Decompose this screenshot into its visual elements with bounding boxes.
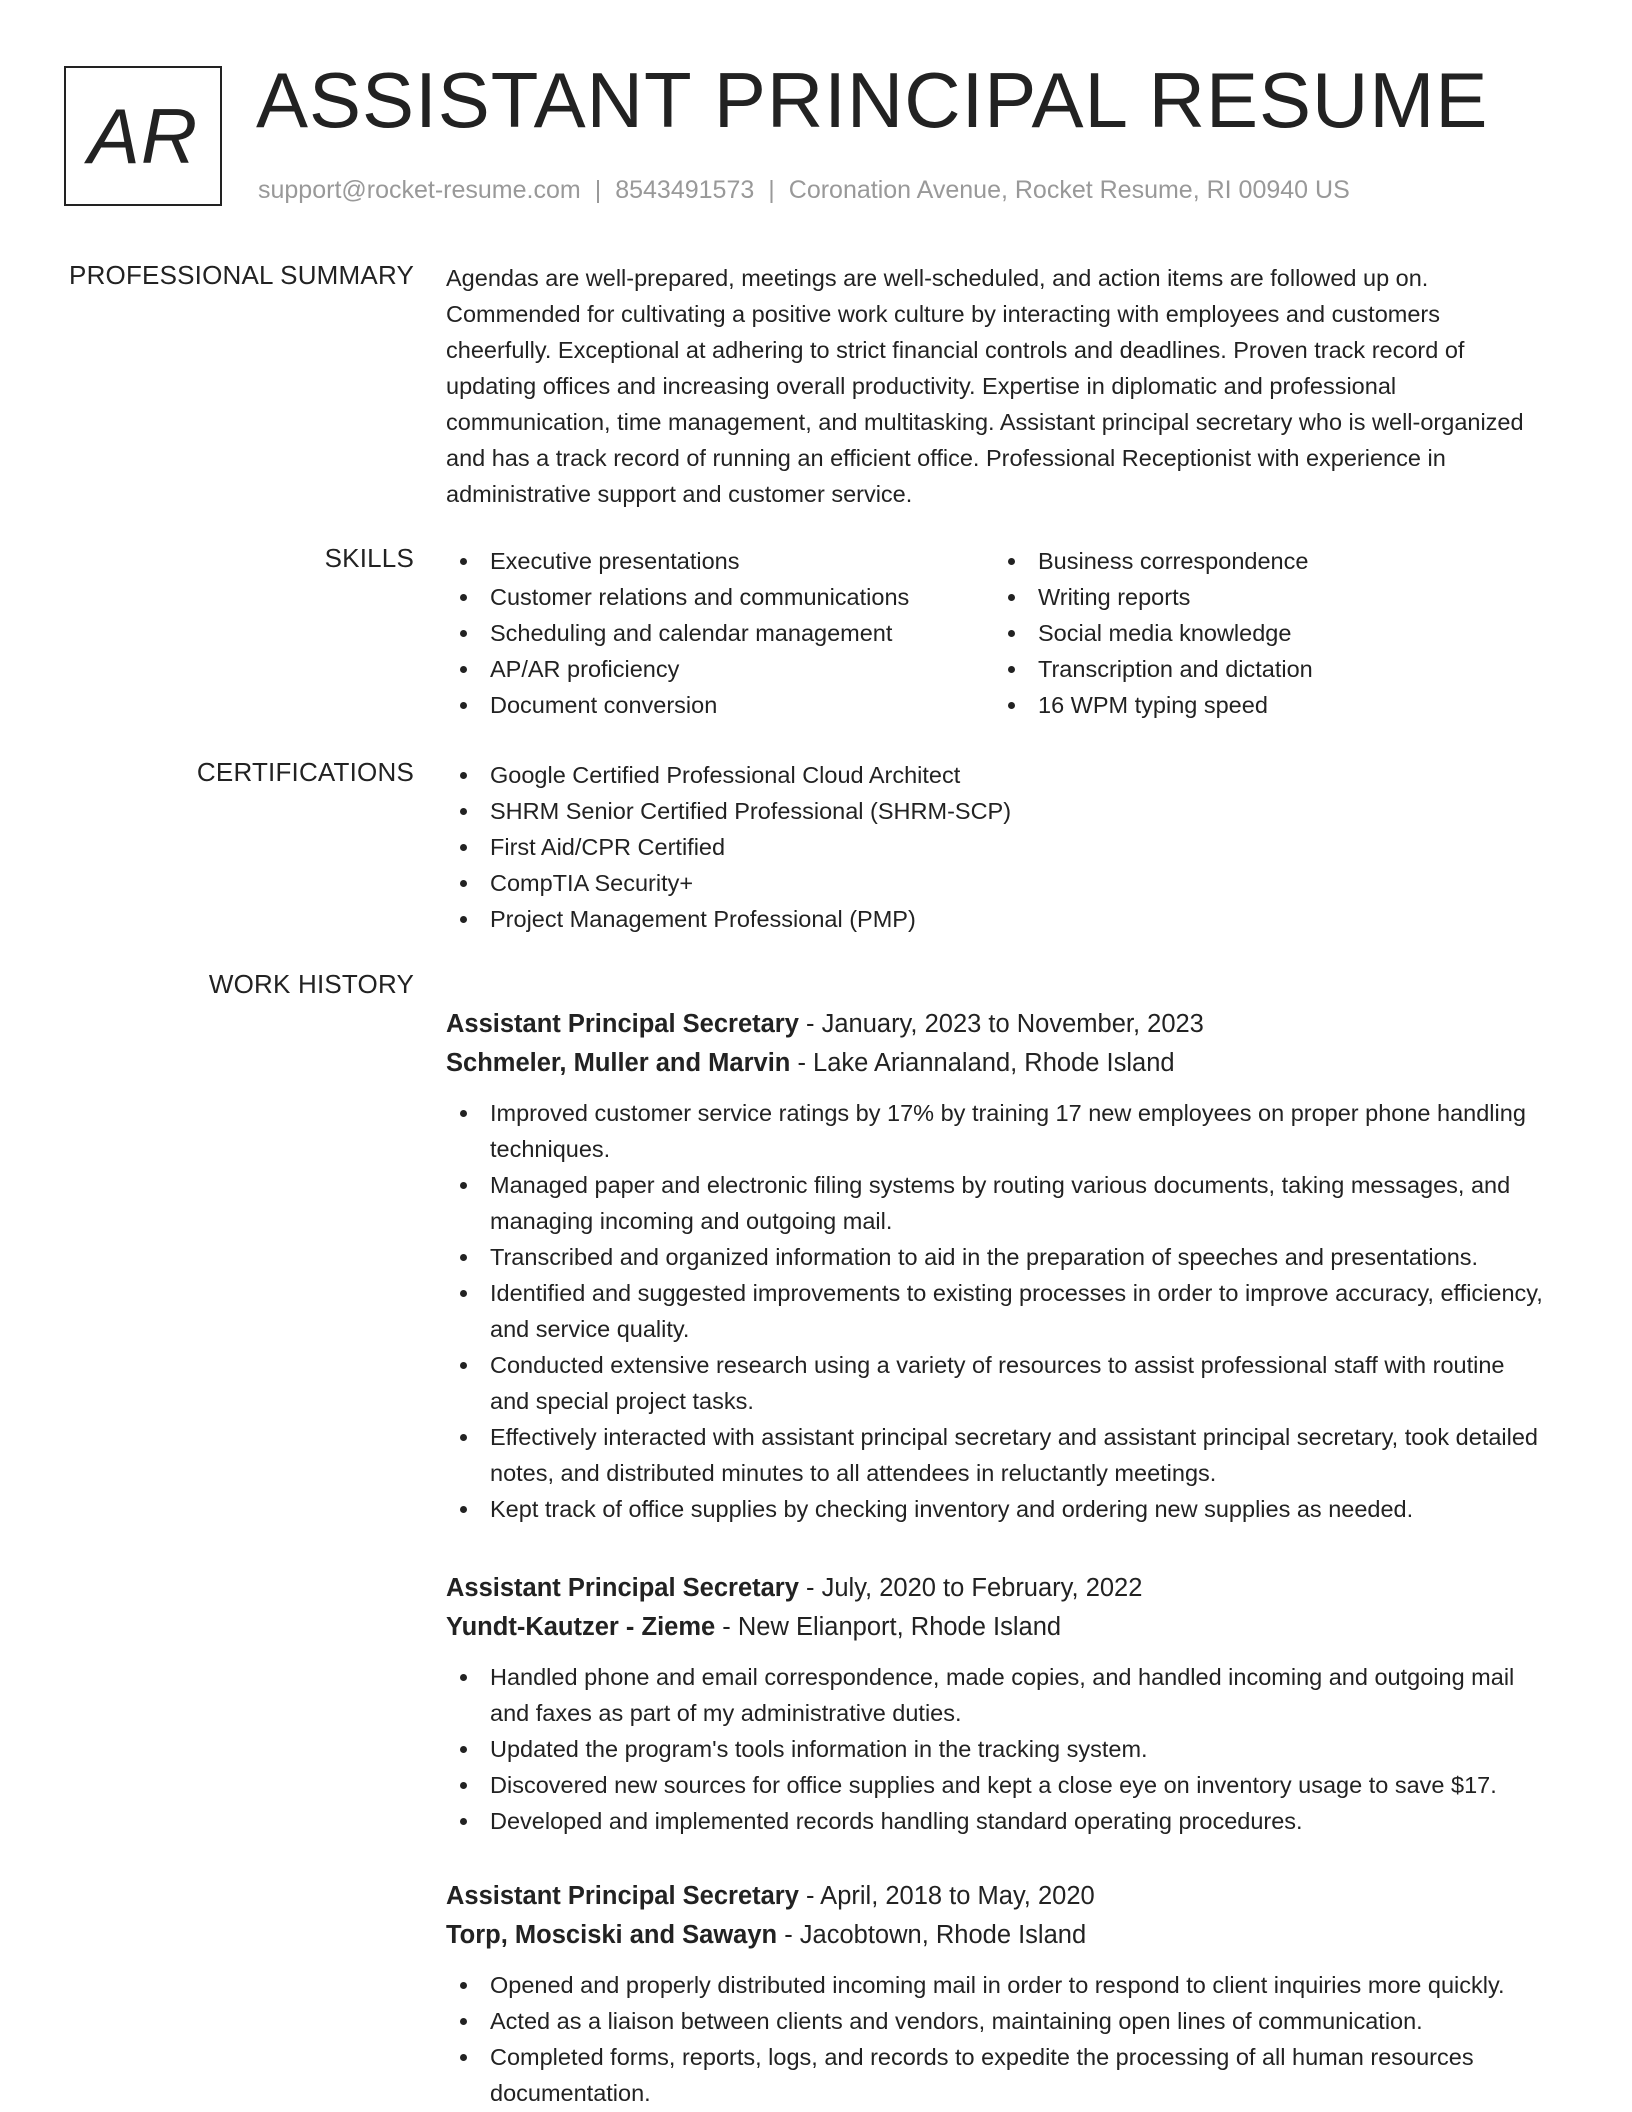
skills-list-right xyxy=(994,543,1542,723)
list-item: Project Management Professional (PMP) xyxy=(446,901,1546,937)
job-company-line xyxy=(446,1608,1546,1647)
job-location: - New Elianport, Rhode Island xyxy=(722,1613,1062,1641)
job-entry xyxy=(446,1005,1546,1527)
contact-separator: | xyxy=(594,176,602,204)
resume-title: ASSISTANT PRINCIPAL RESUME xyxy=(256,56,1489,144)
job-bullet: Identified and suggested improvements to existing processes in order to improve accuracy, efficiency, and service quality. xyxy=(446,1275,1546,1347)
job-dates: - July, 2020 to February, 2022 xyxy=(806,1574,1143,1602)
job-title: Assistant Principal Secretary xyxy=(446,1574,799,1602)
work-history-body xyxy=(446,965,1546,2111)
job-company-line xyxy=(446,1044,1546,1083)
job-bullet: Discovered new sources for office supplies and kept a close eye on inventory usage to save $17. xyxy=(446,1767,1546,1803)
list-item: SHRM Senior Certified Professional (SHRM-SCP) xyxy=(446,793,1546,829)
job-title-line xyxy=(446,1569,1546,1608)
job-location: - Jacobtown, Rhode Island xyxy=(784,1921,1087,1949)
skills-body xyxy=(446,543,1546,723)
skills-grid xyxy=(446,543,1546,723)
list-item: Social media knowledge xyxy=(994,615,1542,651)
contact-phone[interactable]: 8543491573 xyxy=(615,176,755,204)
job-bullets xyxy=(446,1967,1546,2111)
work-history-label: WORK HISTORY xyxy=(208,969,414,999)
job-bullet: Transcribed and organized information to aid in the preparation of speeches and presentations. xyxy=(446,1239,1546,1275)
job-bullet: Kept track of office supplies by checking inventory and ordering new supplies as needed. xyxy=(446,1491,1546,1527)
job-company: Yundt-Kautzer - Zieme xyxy=(446,1613,716,1641)
list-item: Scheduling and calendar management xyxy=(446,615,994,651)
monogram-badge xyxy=(64,66,222,206)
certifications-body xyxy=(446,757,1546,937)
list-item: CompTIA Security+ xyxy=(446,865,1546,901)
job-title-line xyxy=(446,1877,1546,1916)
list-item: Business correspondence xyxy=(994,543,1542,579)
summary-body xyxy=(446,260,1546,512)
job-bullet: Handled phone and email correspondence, made copies, and handled incoming and outgoing mail and faxes as part of my administrative duties. xyxy=(446,1659,1546,1731)
skills-label: SKILLS xyxy=(324,543,414,573)
job-title: Assistant Principal Secretary xyxy=(446,1882,799,1910)
job-bullet: Improved customer service ratings by 17% by training 17 new employees on proper phone handling techniques. xyxy=(446,1095,1546,1167)
list-item: 16 WPM typing speed xyxy=(994,687,1542,723)
job-dates: - April, 2018 to May, 2020 xyxy=(806,1882,1095,1910)
monogram-initials: AR xyxy=(87,91,199,180)
job-company-line xyxy=(446,1916,1546,1955)
list-item: Writing reports xyxy=(994,579,1542,615)
job-entry xyxy=(446,1569,1546,1839)
skills-column-left xyxy=(446,543,994,723)
job-company: Torp, Mosciski and Sawayn xyxy=(446,1921,778,1949)
job-bullets xyxy=(446,1659,1546,1839)
job-bullet: Effectively interacted with assistant principal secretary and assistant principal secretary, took detailed notes, and distributed minutes to all attendees in reluctantly meetings. xyxy=(446,1419,1546,1491)
summary-text: Agendas are well-prepared, meetings are well-scheduled, and action items are followed up on. Commended for cultivating a positive work culture by interacting with employees and customers cheerfully. Exceptional at adhering to strict financial controls and deadlines. Proven track record of updating offices and increasing overall productivity. Expertise in diplomatic and professional communication, time management, and multitasking. Assistant principal secretary who is well-organized and has a track record of running an efficient office. Professional Receptionist with experience in administrative support and customer service. xyxy=(446,265,1524,507)
job-title: Assistant Principal Secretary xyxy=(446,1010,799,1038)
skills-list-left xyxy=(446,543,994,723)
list-item: Transcription and dictation xyxy=(994,651,1542,687)
job-bullet: Completed forms, reports, logs, and records to expedite the processing of all human resources documentation. xyxy=(446,2039,1546,2111)
list-item: First Aid/CPR Certified xyxy=(446,829,1546,865)
job-title-line xyxy=(446,1005,1546,1044)
certifications-list xyxy=(446,757,1546,937)
summary-label: PROFESSIONAL SUMMARY xyxy=(69,260,414,290)
contact-separator: | xyxy=(768,176,775,204)
job-bullet: Developed and implemented records handling standard operating procedures. xyxy=(446,1803,1546,1839)
certifications-label: CERTIFICATIONS xyxy=(196,757,414,787)
job-bullet: Acted as a liaison between clients and vendors, maintaining open lines of communication. xyxy=(446,2003,1546,2039)
job-company: Schmeler, Muller and Marvin xyxy=(446,1049,791,1077)
list-item: Executive presentations xyxy=(446,543,994,579)
job-bullet: Opened and properly distributed incoming mail in order to respond to client inquiries more quickly. xyxy=(446,1967,1546,2003)
job-dates: - January, 2023 to November, 2023 xyxy=(806,1010,1204,1038)
contact-line xyxy=(258,176,1350,205)
skills-column-right xyxy=(994,543,1542,723)
list-item: Document conversion xyxy=(446,687,994,723)
job-bullet: Updated the program's tools information in the tracking system. xyxy=(446,1731,1546,1767)
list-item: Google Certified Professional Cloud Architect xyxy=(446,757,1546,793)
contact-email[interactable]: support@rocket-resume.com xyxy=(258,176,581,204)
job-entry xyxy=(446,1877,1546,2111)
contact-address: Coronation Avenue, Rocket Resume, RI 00940 US xyxy=(788,176,1350,204)
list-item: Customer relations and communications xyxy=(446,579,994,615)
job-bullet: Managed paper and electronic filing systems by routing various documents, taking messages, and managing incoming and outgoing mail. xyxy=(446,1167,1546,1239)
job-bullets xyxy=(446,1095,1546,1527)
list-item: AP/AR proficiency xyxy=(446,651,994,687)
job-location: - Lake Ariannaland, Rhode Island xyxy=(797,1049,1175,1077)
job-bullet: Conducted extensive research using a variety of resources to assist professional staff with routine and special project tasks. xyxy=(446,1347,1546,1419)
